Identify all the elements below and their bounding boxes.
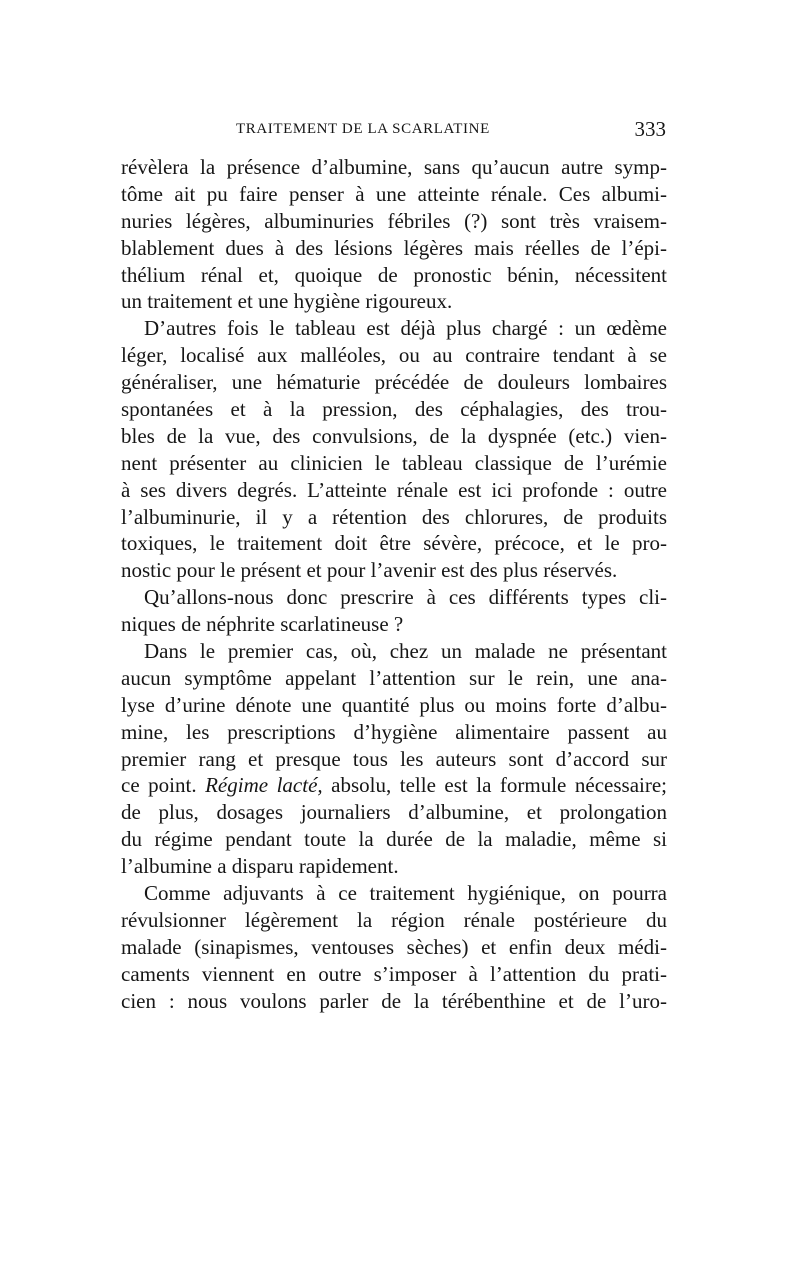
running-title: TRAITEMENT DE LA SCARLATINE bbox=[236, 121, 490, 137]
text-line: mine, les prescriptions d’hygiène alimentaire passent au bbox=[121, 719, 667, 744]
paragraph-start-line: Qu’allons-nous donc prescrire à ces différents types cli- bbox=[144, 585, 667, 610]
text-line: lyse d’urine dénote une quantité plus ou moins forte d’albu- bbox=[121, 692, 667, 717]
text-line: nostic pour le présent et pour l’avenir est des plus réservés. bbox=[121, 558, 618, 583]
text-line: aucun symptôme appelant l’attention sur le rein, une ana- bbox=[121, 665, 667, 690]
italic-emphasis: Régime lacté, bbox=[205, 773, 323, 798]
text-run: ce point. bbox=[121, 773, 206, 798]
text-line: caments viennent en outre s’imposer à l’attention du prati- bbox=[121, 961, 667, 986]
paragraph-start-line: Dans le premier cas, où, chez un malade ne présentant bbox=[144, 639, 667, 664]
text-line: de plus, dosages journaliers d’albumine, et prolongation bbox=[121, 800, 667, 825]
text-line: cien : nous voulons parler de la térébenthine et de l’uro- bbox=[121, 988, 667, 1013]
text-line: un traitement et une hygiène rigoureux. bbox=[121, 289, 453, 314]
text-line: niques de néphrite scarlatineuse ? bbox=[121, 612, 404, 637]
text-line: tôme ait pu faire penser à une atteinte rénale. Ces albumi- bbox=[121, 181, 667, 206]
text-line: du régime pendant toute la durée de la maladie, même si bbox=[121, 827, 667, 852]
text-line: à ses divers degrés. L’atteinte rénale est ici profonde : outre bbox=[121, 477, 667, 502]
text-line: toxiques, le traitement doit être sévère, précoce, et le pro- bbox=[121, 531, 667, 556]
running-header bbox=[121, 117, 666, 143]
text-line: malade (sinapismes, ventouses sèches) et enfin deux médi- bbox=[121, 934, 667, 959]
text-line: révulsionner légèrement la région rénale postérieure du bbox=[121, 907, 667, 932]
paragraph-start-line: Comme adjuvants à ce traitement hygiénique, on pourra bbox=[144, 881, 667, 906]
text-line: léger, localisé aux malléoles, ou au contraire tendant à se bbox=[121, 343, 667, 368]
text-line: premier rang et presque tous les auteurs sont d’accord sur bbox=[121, 746, 667, 771]
text-run: absolu, telle est la formule nécessaire; bbox=[322, 773, 668, 798]
page-number: 333 bbox=[634, 117, 666, 141]
text-line: nuries légères, albuminuries fébriles (?) sont très vraisem- bbox=[121, 208, 667, 233]
text-line: spontanées et à la pression, des céphalagies, des trou- bbox=[121, 397, 667, 422]
text-line: blablement dues à des lésions légères mais réelles de l’épi- bbox=[121, 235, 667, 260]
text-line: l’albumine a disparu rapidement. bbox=[121, 854, 399, 879]
text-line: bles de la vue, des convulsions, de la dyspnée (etc.) vien- bbox=[121, 423, 667, 448]
text-line: révèlera la présence d’albumine, sans qu’aucun autre symp- bbox=[121, 155, 667, 179]
text-line-with-italic bbox=[121, 772, 667, 799]
text-line: l’albuminurie, il y a rétention des chlorures, de produits bbox=[121, 504, 667, 529]
text-line: nent présenter au clinicien le tableau classique de l’urémie bbox=[121, 450, 667, 475]
text-line: généraliser, une hématurie précédée de douleurs lombaires bbox=[121, 370, 667, 395]
page-body bbox=[121, 154, 667, 1015]
paragraph-start-line: D’autres fois le tableau est déjà plus chargé : un œdème bbox=[144, 316, 667, 341]
text-line: thélium rénal et, quoique de pronostic bénin, nécessitent bbox=[121, 262, 667, 287]
